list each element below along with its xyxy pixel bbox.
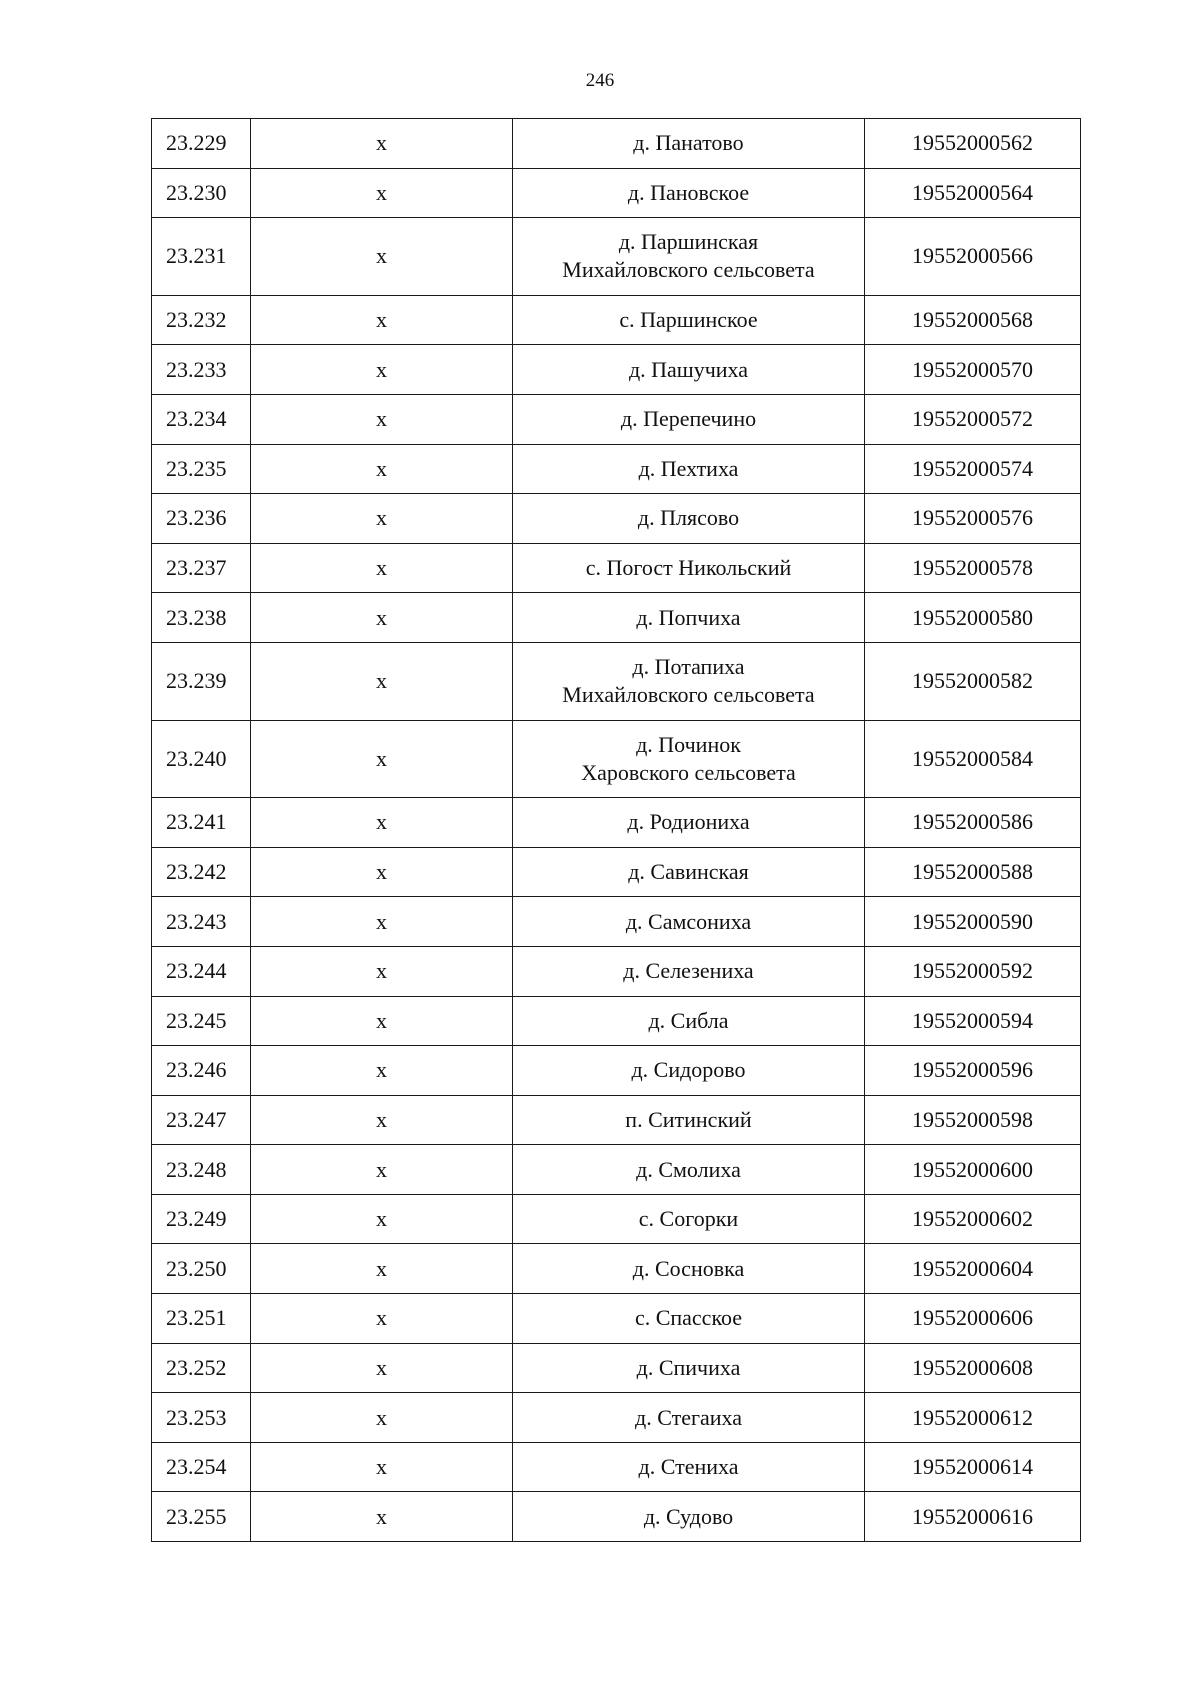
- settlement-name-cell: [513, 1492, 865, 1542]
- settlement-name-line: д. Спичиха: [636, 1354, 741, 1380]
- mark-cell: х: [251, 1145, 513, 1195]
- oktmo-code-cell: 19552000566: [865, 218, 1081, 296]
- row-number-cell: 23.229: [152, 119, 251, 169]
- table-row: [152, 1046, 1081, 1096]
- settlement-name-cell: [513, 295, 865, 345]
- table-row: [152, 1294, 1081, 1344]
- settlement-name-line: д. Потапиха: [632, 654, 745, 680]
- table-row: [152, 593, 1081, 643]
- row-number-cell: 23.233: [152, 345, 251, 395]
- table-row: [152, 1244, 1081, 1294]
- mark-cell: х: [251, 720, 513, 798]
- oktmo-code-cell: 19552000614: [865, 1442, 1081, 1492]
- oktmo-code-cell: 19552000562: [865, 119, 1081, 169]
- settlement-name-cell: [513, 1095, 865, 1145]
- table-row: [152, 798, 1081, 848]
- settlement-name-line: д. Плясово: [637, 505, 740, 531]
- oktmo-code-cell: 19552000604: [865, 1244, 1081, 1294]
- settlement-name-cell: [513, 394, 865, 444]
- oktmo-code-cell: 19552000616: [865, 1492, 1081, 1542]
- settlement-name-line: Михайловского сельсовета: [562, 257, 815, 283]
- table-row: [152, 444, 1081, 494]
- settlement-name-line: д. Судово: [643, 1503, 734, 1529]
- settlement-name-line: д. Починок: [636, 731, 741, 757]
- table-row: [152, 1194, 1081, 1244]
- settlement-name-cell: [513, 1294, 865, 1344]
- row-number-cell: 23.250: [152, 1244, 251, 1294]
- settlement-name-line: д. Савинская: [628, 859, 749, 885]
- table-row: [152, 996, 1081, 1046]
- table-row: [152, 946, 1081, 996]
- mark-cell: х: [251, 218, 513, 296]
- table-row: [152, 720, 1081, 798]
- settlement-name-line: Михайловского сельсовета: [562, 682, 815, 708]
- settlement-name-line: д. Перепечино: [620, 406, 757, 432]
- row-number-cell: 23.247: [152, 1095, 251, 1145]
- table-row: [152, 119, 1081, 169]
- table-row: [152, 345, 1081, 395]
- table-row: [152, 295, 1081, 345]
- table-body: [152, 119, 1081, 1542]
- row-number-cell: 23.236: [152, 494, 251, 544]
- mark-cell: х: [251, 543, 513, 593]
- oktmo-code-cell: 19552000598: [865, 1095, 1081, 1145]
- table-row: [152, 1442, 1081, 1492]
- settlement-name-cell: [513, 996, 865, 1046]
- oktmo-code-cell: 19552000576: [865, 494, 1081, 544]
- row-number-cell: 23.240: [152, 720, 251, 798]
- settlement-name-cell: [513, 720, 865, 798]
- row-number-cell: 23.241: [152, 798, 251, 848]
- row-number-cell: 23.244: [152, 946, 251, 996]
- row-number-cell: 23.254: [152, 1442, 251, 1492]
- settlement-name-line: д. Паршинская: [618, 229, 759, 255]
- settlement-name-cell: [513, 1393, 865, 1443]
- oktmo-code-cell: 19552000582: [865, 642, 1081, 720]
- mark-cell: х: [251, 897, 513, 947]
- row-number-cell: 23.239: [152, 642, 251, 720]
- oktmo-code-cell: 19552000602: [865, 1194, 1081, 1244]
- mark-cell: х: [251, 1194, 513, 1244]
- oktmo-code-cell: 19552000594: [865, 996, 1081, 1046]
- oktmo-code-cell: 19552000606: [865, 1294, 1081, 1344]
- settlement-name-line: д. Пановское: [627, 179, 750, 205]
- settlement-name-line: д. Сибла: [648, 1007, 729, 1033]
- row-number-cell: 23.252: [152, 1343, 251, 1393]
- mark-cell: х: [251, 1095, 513, 1145]
- settlement-name-line: д. Стегаиха: [635, 1404, 742, 1430]
- table-row: [152, 847, 1081, 897]
- settlement-name-cell: [513, 218, 865, 296]
- settlement-name-line: д. Попчиха: [636, 604, 741, 630]
- row-number-cell: 23.237: [152, 543, 251, 593]
- mark-cell: х: [251, 444, 513, 494]
- mark-cell: х: [251, 1343, 513, 1393]
- settlement-name-line: д. Панатово: [633, 130, 744, 156]
- settlement-name-cell: [513, 494, 865, 544]
- table-row: [152, 168, 1081, 218]
- settlement-name-line: д. Стениха: [638, 1454, 739, 1480]
- settlements-table: [151, 118, 1081, 1542]
- settlement-name-cell: [513, 1046, 865, 1096]
- row-number-cell: 23.234: [152, 394, 251, 444]
- row-number-cell: 23.242: [152, 847, 251, 897]
- settlement-name-cell: [513, 1343, 865, 1393]
- settlement-name-line: д. Самсониха: [625, 908, 752, 934]
- oktmo-code-cell: 19552000600: [865, 1145, 1081, 1195]
- mark-cell: х: [251, 1244, 513, 1294]
- mark-cell: х: [251, 1442, 513, 1492]
- mark-cell: х: [251, 847, 513, 897]
- settlement-name-line: д. Пашучиха: [628, 356, 749, 382]
- table-row: [152, 394, 1081, 444]
- table-row: [152, 1095, 1081, 1145]
- settlement-name-line: д. Родиониха: [627, 809, 750, 835]
- oktmo-code-cell: 19552000586: [865, 798, 1081, 848]
- oktmo-code-cell: 19552000568: [865, 295, 1081, 345]
- row-number-cell: 23.235: [152, 444, 251, 494]
- settlement-name-line: с. Спасское: [634, 1305, 743, 1331]
- row-number-cell: 23.232: [152, 295, 251, 345]
- row-number-cell: 23.246: [152, 1046, 251, 1096]
- settlement-name-cell: [513, 543, 865, 593]
- oktmo-code-cell: 19552000570: [865, 345, 1081, 395]
- oktmo-code-cell: 19552000596: [865, 1046, 1081, 1096]
- settlement-name-cell: [513, 444, 865, 494]
- table-row: [152, 1145, 1081, 1195]
- settlement-name-line: с. Погост Никольский: [585, 555, 792, 581]
- mark-cell: х: [251, 946, 513, 996]
- settlement-name-cell: [513, 847, 865, 897]
- table-row: [152, 1393, 1081, 1443]
- settlement-name-cell: [513, 798, 865, 848]
- table-row: [152, 494, 1081, 544]
- settlement-name-cell: [513, 946, 865, 996]
- oktmo-code-cell: 19552000590: [865, 897, 1081, 947]
- row-number-cell: 23.253: [152, 1393, 251, 1443]
- mark-cell: х: [251, 394, 513, 444]
- oktmo-code-cell: 19552000612: [865, 1393, 1081, 1443]
- mark-cell: х: [251, 168, 513, 218]
- table-row: [152, 1343, 1081, 1393]
- row-number-cell: 23.249: [152, 1194, 251, 1244]
- row-number-cell: 23.251: [152, 1294, 251, 1344]
- mark-cell: х: [251, 345, 513, 395]
- oktmo-code-cell: 19552000608: [865, 1343, 1081, 1393]
- settlement-name-cell: [513, 897, 865, 947]
- row-number-cell: 23.255: [152, 1492, 251, 1542]
- settlement-name-line: с. Паршинское: [619, 307, 758, 333]
- oktmo-code-cell: 19552000564: [865, 168, 1081, 218]
- mark-cell: х: [251, 593, 513, 643]
- row-number-cell: 23.238: [152, 593, 251, 643]
- table-row: [152, 897, 1081, 947]
- row-number-cell: 23.245: [152, 996, 251, 1046]
- settlement-name-cell: [513, 642, 865, 720]
- settlement-name-cell: [513, 1194, 865, 1244]
- mark-cell: х: [251, 798, 513, 848]
- oktmo-code-cell: 19552000574: [865, 444, 1081, 494]
- settlement-name-line: д. Пехтиха: [638, 455, 739, 481]
- settlement-name-line: д. Селезениха: [623, 958, 754, 984]
- oktmo-code-cell: 19552000584: [865, 720, 1081, 798]
- row-number-cell: 23.243: [152, 897, 251, 947]
- settlement-name-line: п. Ситинский: [625, 1106, 752, 1132]
- mark-cell: х: [251, 1393, 513, 1443]
- settlement-name-cell: [513, 593, 865, 643]
- settlement-name-line: с. Согорки: [638, 1206, 739, 1232]
- settlement-name-cell: [513, 345, 865, 395]
- mark-cell: х: [251, 642, 513, 720]
- table-row: [152, 1492, 1081, 1542]
- settlement-name-line: д. Сосновка: [632, 1255, 745, 1281]
- row-number-cell: 23.248: [152, 1145, 251, 1195]
- oktmo-code-cell: 19552000588: [865, 847, 1081, 897]
- settlement-name-line: Харовского сельсовета: [581, 759, 796, 785]
- mark-cell: х: [251, 295, 513, 345]
- mark-cell: х: [251, 1294, 513, 1344]
- mark-cell: х: [251, 996, 513, 1046]
- settlement-name-cell: [513, 168, 865, 218]
- oktmo-code-cell: 19552000592: [865, 946, 1081, 996]
- mark-cell: х: [251, 1492, 513, 1542]
- mark-cell: х: [251, 119, 513, 169]
- row-number-cell: 23.230: [152, 168, 251, 218]
- settlement-name-line: д. Смолиха: [636, 1156, 741, 1182]
- settlement-name-cell: [513, 1244, 865, 1294]
- settlement-name-line: д. Сидорово: [631, 1057, 746, 1083]
- oktmo-code-cell: 19552000578: [865, 543, 1081, 593]
- page-number: 246: [585, 70, 615, 91]
- table-row: [152, 218, 1081, 296]
- settlement-name-cell: [513, 1145, 865, 1195]
- table-row: [152, 543, 1081, 593]
- oktmo-code-cell: 19552000572: [865, 394, 1081, 444]
- table-row: [152, 642, 1081, 720]
- oktmo-code-cell: 19552000580: [865, 593, 1081, 643]
- settlement-name-cell: [513, 119, 865, 169]
- row-number-cell: 23.231: [152, 218, 251, 296]
- mark-cell: х: [251, 1046, 513, 1096]
- settlement-name-cell: [513, 1442, 865, 1492]
- mark-cell: х: [251, 494, 513, 544]
